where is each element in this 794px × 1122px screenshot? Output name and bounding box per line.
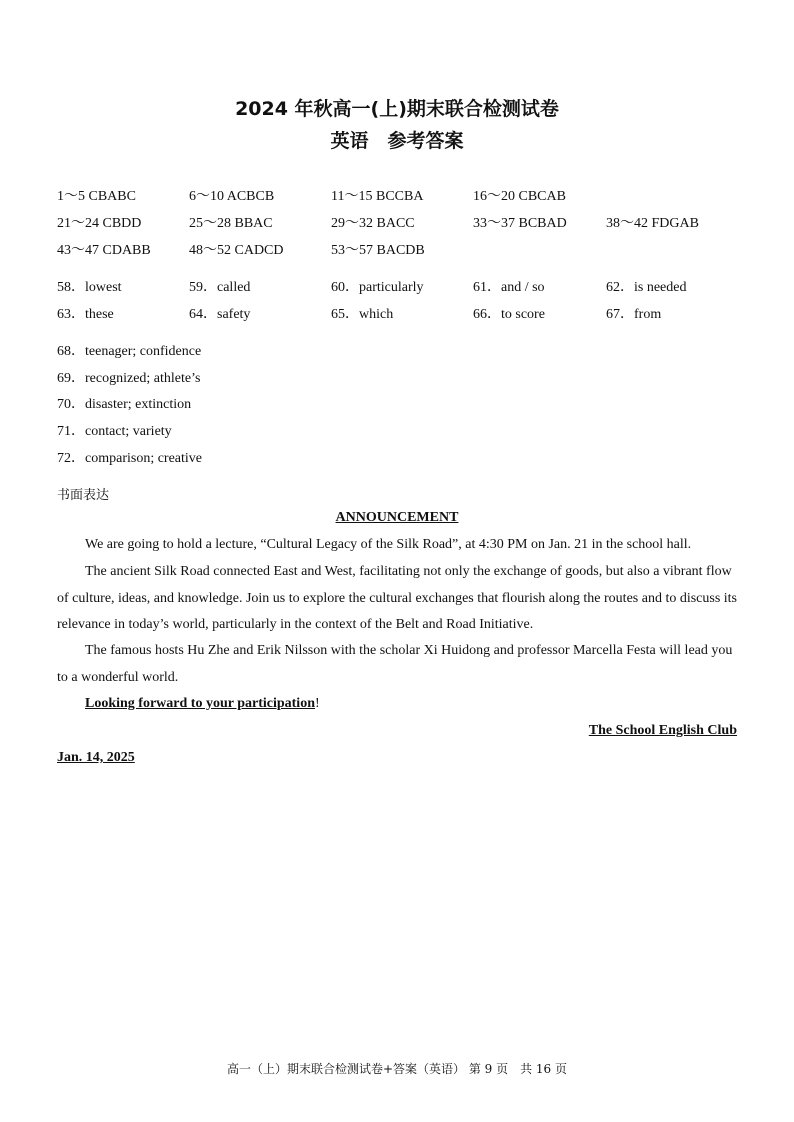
fill-answer: 66．to score xyxy=(473,307,545,322)
fill-answer: 58．lowest xyxy=(57,280,122,295)
fill-answer: 63．these xyxy=(57,307,114,322)
announcement-paragraph-2 xyxy=(57,559,739,639)
paragraph-text: The ancient Silk Road connected East and West, facilitating not only the exchange of goods, but also a vibrant flow of culture, ideas, and knowledge. Join us to explore the cultural exchanges that flourish along the routes and to discuss its relevance in today’s world, particularly in the context of the Belt and Road Initiative. xyxy=(57,564,738,632)
word-answer: 69．recognized; athlete’s xyxy=(57,371,201,386)
fill-answer: 60．particularly xyxy=(331,280,424,295)
mc-answer: 38～42 FDGAB xyxy=(606,216,699,231)
word-answer: 71．contact; variety xyxy=(57,424,172,439)
fill-answer: 65．which xyxy=(331,307,394,322)
mc-answer: 16～20 CBCAB xyxy=(473,189,566,204)
fill-answer: 59．called xyxy=(189,280,251,295)
closing-text: Looking forward to your participation xyxy=(85,696,315,711)
signature: The School English Club xyxy=(588,723,737,738)
answer-key-subtitle: 英语 参考答案 xyxy=(330,130,464,152)
fill-answer: 62．is needed xyxy=(606,280,687,295)
closing-punct: ! xyxy=(314,696,320,711)
fill-answer: 64．safety xyxy=(189,307,251,322)
fill-answer: 67．from xyxy=(606,307,662,322)
announcement-paragraph-3 xyxy=(57,638,739,691)
mc-answer: 21～24 CBDD xyxy=(57,216,142,231)
word-answer: 70．disaster; extinction xyxy=(57,397,192,412)
word-answer: 72．comparison; creative xyxy=(57,451,203,466)
mc-answer: 1～5 CBABC xyxy=(57,189,136,204)
announcement-date: Jan. 14, 2025 xyxy=(57,750,135,765)
announcement-paragraph-1 xyxy=(57,532,739,559)
announcement-title: ANNOUNCEMENT xyxy=(335,510,459,525)
paragraph-text: We are going to hold a lecture, “Cultural Legacy of the Silk Road”, at 4:30 PM on Jan. 21 in the school hall. xyxy=(85,537,692,552)
page-footer: 高一（上）期末联合检测试卷+答案（英语） 第 9 页 共 16 页 xyxy=(226,1062,568,1076)
mc-answer: 33～37 BCBAD xyxy=(473,216,567,231)
mc-answer: 53～57 BACDB xyxy=(331,243,425,258)
mc-answer: 48～52 CADCD xyxy=(189,243,284,258)
announcement-closing xyxy=(57,691,739,718)
mc-answer: 29～32 BACC xyxy=(331,216,415,231)
word-answer: 68．teenager; confidence xyxy=(57,344,202,359)
mc-answer: 43～47 CDABB xyxy=(57,243,151,258)
paragraph-text: The famous hosts Hu Zhe and Erik Nilsson with the scholar Xi Huidong and professor Marcella Festa will lead you to a wonderful world. xyxy=(57,643,733,685)
mc-answer: 6～10 ACBCB xyxy=(189,189,275,204)
mc-answer: 25～28 BBAC xyxy=(189,216,273,231)
mc-answer: 11～15 BCCBA xyxy=(331,189,424,204)
fill-answer: 61．and / so xyxy=(473,280,545,295)
exam-title: 2024 年秋高一(上)期末联合检测试卷 xyxy=(235,98,559,120)
writing-section-label: 书面表达 xyxy=(57,488,110,503)
